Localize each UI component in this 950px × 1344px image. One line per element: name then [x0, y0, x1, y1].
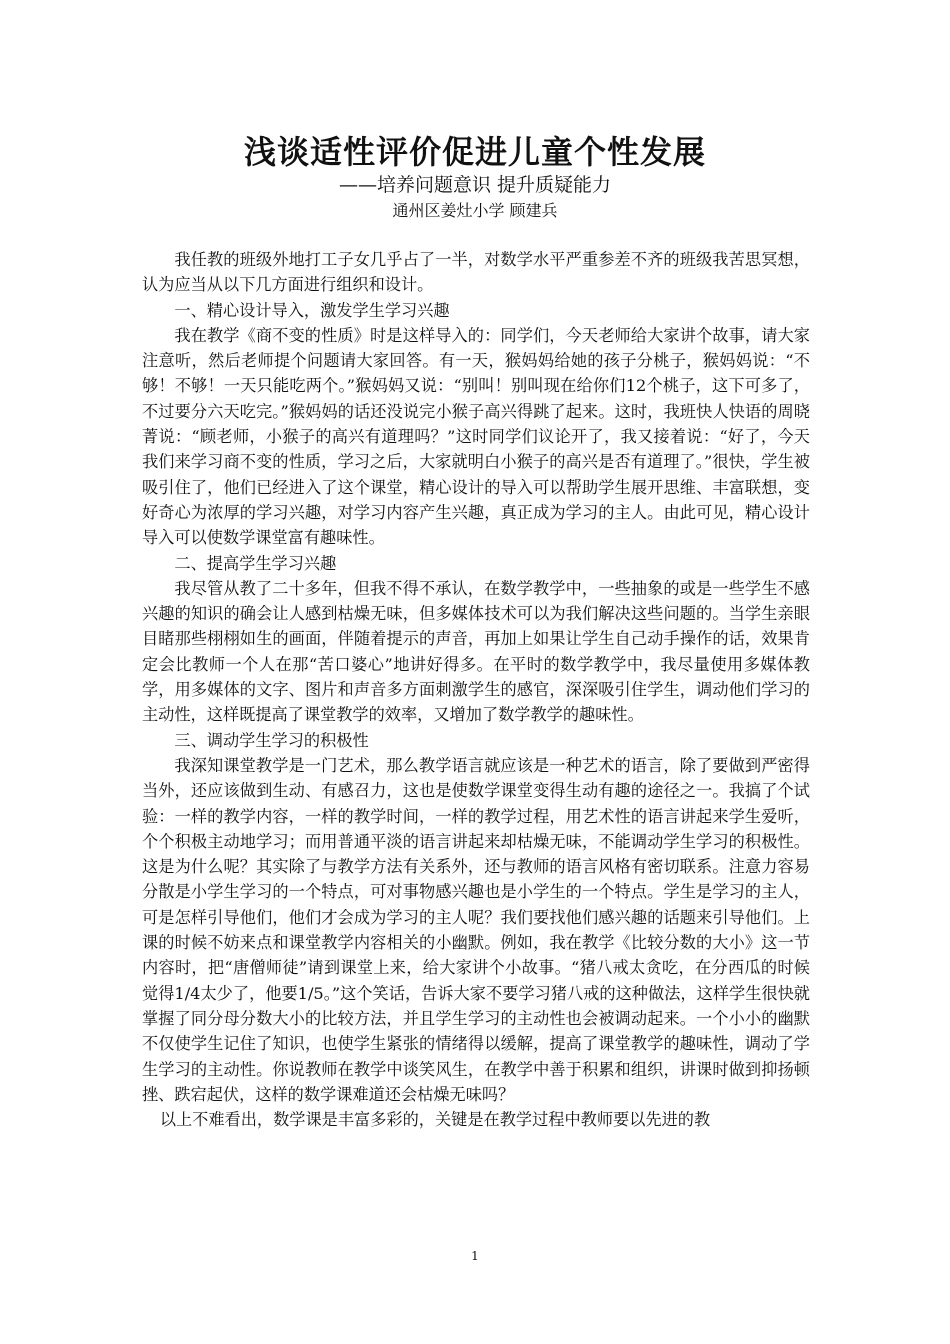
document-title: 浅谈适性评价促进儿童个性发展 — [243, 133, 706, 171]
body-text — [142, 247, 810, 1132]
author-line: 通州区姜灶小学 顾建兵 — [392, 201, 558, 220]
section-heading-2: 二、提高学生学习兴趣 — [174, 553, 337, 573]
section-paragraph-3: 我深知课堂教学是一门艺术，那么教学语言就应该是一种艺术的语言，除了要做到严密得当外，还应该做到生动、有感召力，这也是使数学课堂变得生动有趣的途径之一。我搞了个试验：一样的教学内容，一样的教学时间，一样的教学过程，用艺术性的语言讲起来学生爱听，个个积极主动地学习；而用普通平淡的语言讲起来却枯燥无味，不能调动学生学习的积极性。这是为什么呢？其实除了与教学方法有关系外，还与教师的语言风格有密切联系。注意力容易分散是小学生学习的一个特点，可对事物感兴趣也是小学生的一个特点。学生是学习的主人，可是怎样引导他们，他们才会成为学习的主人呢？我们要找他们感兴趣的话题来引导他们。上课的时候不妨来点和课堂教学内容相关的小幽默。例如，我在教学《比较分数的大小》这一节内容时，把“唐僧师徒”请到课堂上来，给大家讲个小故事。“猪八戒太贪吃，在分西瓜的时候觉得1/4太少了，他要1/5。”这个笑话，告诉大家不要学习猪八戒的这种做法，这样学生很快就掌握了同分母分数大小的比较方法，并且学生学习的主动性也会被调动起来。一个小小的幽默不仅使学生记住了知识，也使学生紧张的情绪得以缓解，提高了课堂教学的趣味性，调动了学生学习的主动性。你说教师在教学中谈笑风生，在教学中善于积累和组织，讲课时做到抑扬顿挫、跌宕起伏，这样的数学课难道还会枯燥无味吗？ — [142, 755, 810, 1104]
section-heading-3: 三、调动学生学习的积极性 — [174, 730, 369, 750]
intro-paragraph: 我任教的班级外地打工子女几乎占了一半，对数学水平严重参差不齐的班级我苦思冥想，认为应当从以下几方面进行组织和设计。 — [142, 250, 810, 295]
section-heading-1: 一、精心设计导入，激发学生学习兴趣 — [174, 300, 450, 320]
conclusion-paragraph: 以上不难看出，数学课是丰富多彩的，关键是在教学过程中教师要以先进的教 — [159, 1110, 711, 1130]
section-paragraph-1: 我在教学《商不变的性质》时是这样导入的：同学们，今天老师给大家讲个故事，请大家注意听，然后老师提个问题请大家回答。有一天，猴妈妈给她的孩子分桃子，猴妈妈说：“不够！不够！一天只能吃两个。”猴妈妈又说：“别叫！别叫现在给你们12个桃子，这下可多了，不过要分六天吃完。”猴妈妈的话还没说完小猴子高兴得跳了起来。这时，我班快人快语的周晓菁说：“顾老师，小猴子的高兴有道理吗？”这时同学们议论开了，我又接着说：“好了，今天我们来学习商不变的性质，学习之后，大家就明白小猴子的高兴是否有道理了。”很快，学生被吸引住了，他们已经进入了这个课堂，精心设计的导入可以帮助学生展开思维、丰富联想，变好奇心为浓厚的学习兴趣，对学习内容产生兴趣，真正成为学习的主人。由此可见，精心设计导入可以使数学课堂富有趣味性。 — [142, 325, 810, 548]
section-paragraph-2: 我尽管从教了二十多年，但我不得不承认，在数学教学中，一些抽象的或是一些学生不感兴趣的知识的确会让人感到枯燥无味，但多媒体技术可以为我们解决这些问题的。当学生亲眼目睹那些栩栩如生的画面，伴随着提示的声音，再加上如果让学生自己动手操作的话，效果肯定会比教师一个人在那“苦口婆心”地讲好得多。在平时的数学教学中，我尽量使用多媒体教学，用多媒体的文字、图片和声音多方面刺激学生的感官，深深吸引住学生，调动他们学习的主动性，这样既提高了课堂教学的效率，又增加了数学教学的趣味性。 — [142, 578, 810, 725]
document-subtitle: ——培养问题意识 提升质疑能力 — [338, 174, 612, 196]
page-number: 1 — [471, 1249, 479, 1263]
